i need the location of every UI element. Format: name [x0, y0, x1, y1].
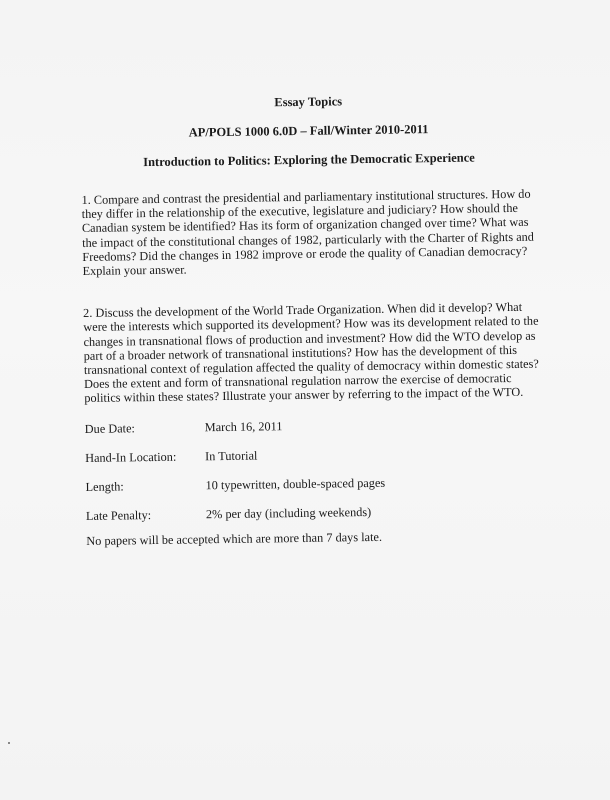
detail-row-due-date: [85, 415, 541, 435]
assignment-details: [85, 415, 542, 522]
detail-value: March 16, 2011: [204, 418, 283, 434]
scan-speck: [8, 742, 10, 744]
essay-topic-1: 1. Compare and contrast the presidential and parliamentary institutional structures. How do they differ in the relationship of the executive, legislature and judiciary? How should the Canadian system be identified? Has its form of organization changed over time? What was the impact of the constitutional changes of 1982, particularly with the Charter of Rights and Freedoms? Did the changes in 1982 improve or erode the quality of Canadian democracy? Explain your answer.: [81, 186, 534, 278]
late-policy-note: No papers will be accepted which are more than 7 days late.: [86, 529, 383, 548]
detail-row-length: [85, 473, 541, 493]
essay-topic-2: 2. Discuss the development of the World Trade Organization. When did it develop? What were the interests which supported its development? How was its development related to the changes in transnational flows of production and investment? How did the WTO develop as part of a broader network of transnational institutions? How has the development of this transnational context of regulation affected the quality of democracy within domestic states? Does the extent and form of transnational regulation narrow the exercise of democratic politics within these states? Illustrate your answer by referring to the impact of the WTO.: [83, 300, 539, 406]
detail-value: In Tutorial: [205, 448, 258, 463]
detail-row-late-penalty: [86, 502, 542, 522]
document-body: [80, 84, 542, 549]
course-code: AP/POLS 1000 6.0D – Fall/Winter 2010-2011: [188, 122, 429, 140]
detail-label: Length:: [85, 479, 124, 494]
document-title: Essay Topics: [274, 94, 343, 110]
detail-value: 10 typewritten, double-spaced pages: [205, 475, 386, 492]
detail-label: Hand-In Location:: [85, 449, 177, 465]
detail-label: Late Penalty:: [85, 507, 152, 523]
detail-row-hand-in: [85, 444, 541, 464]
detail-value: 2% per day (including weekends): [205, 504, 372, 521]
course-subtitle: Introduction to Politics: Exploring the Democratic Experience: [143, 150, 475, 170]
detail-label: Due Date:: [84, 420, 136, 436]
